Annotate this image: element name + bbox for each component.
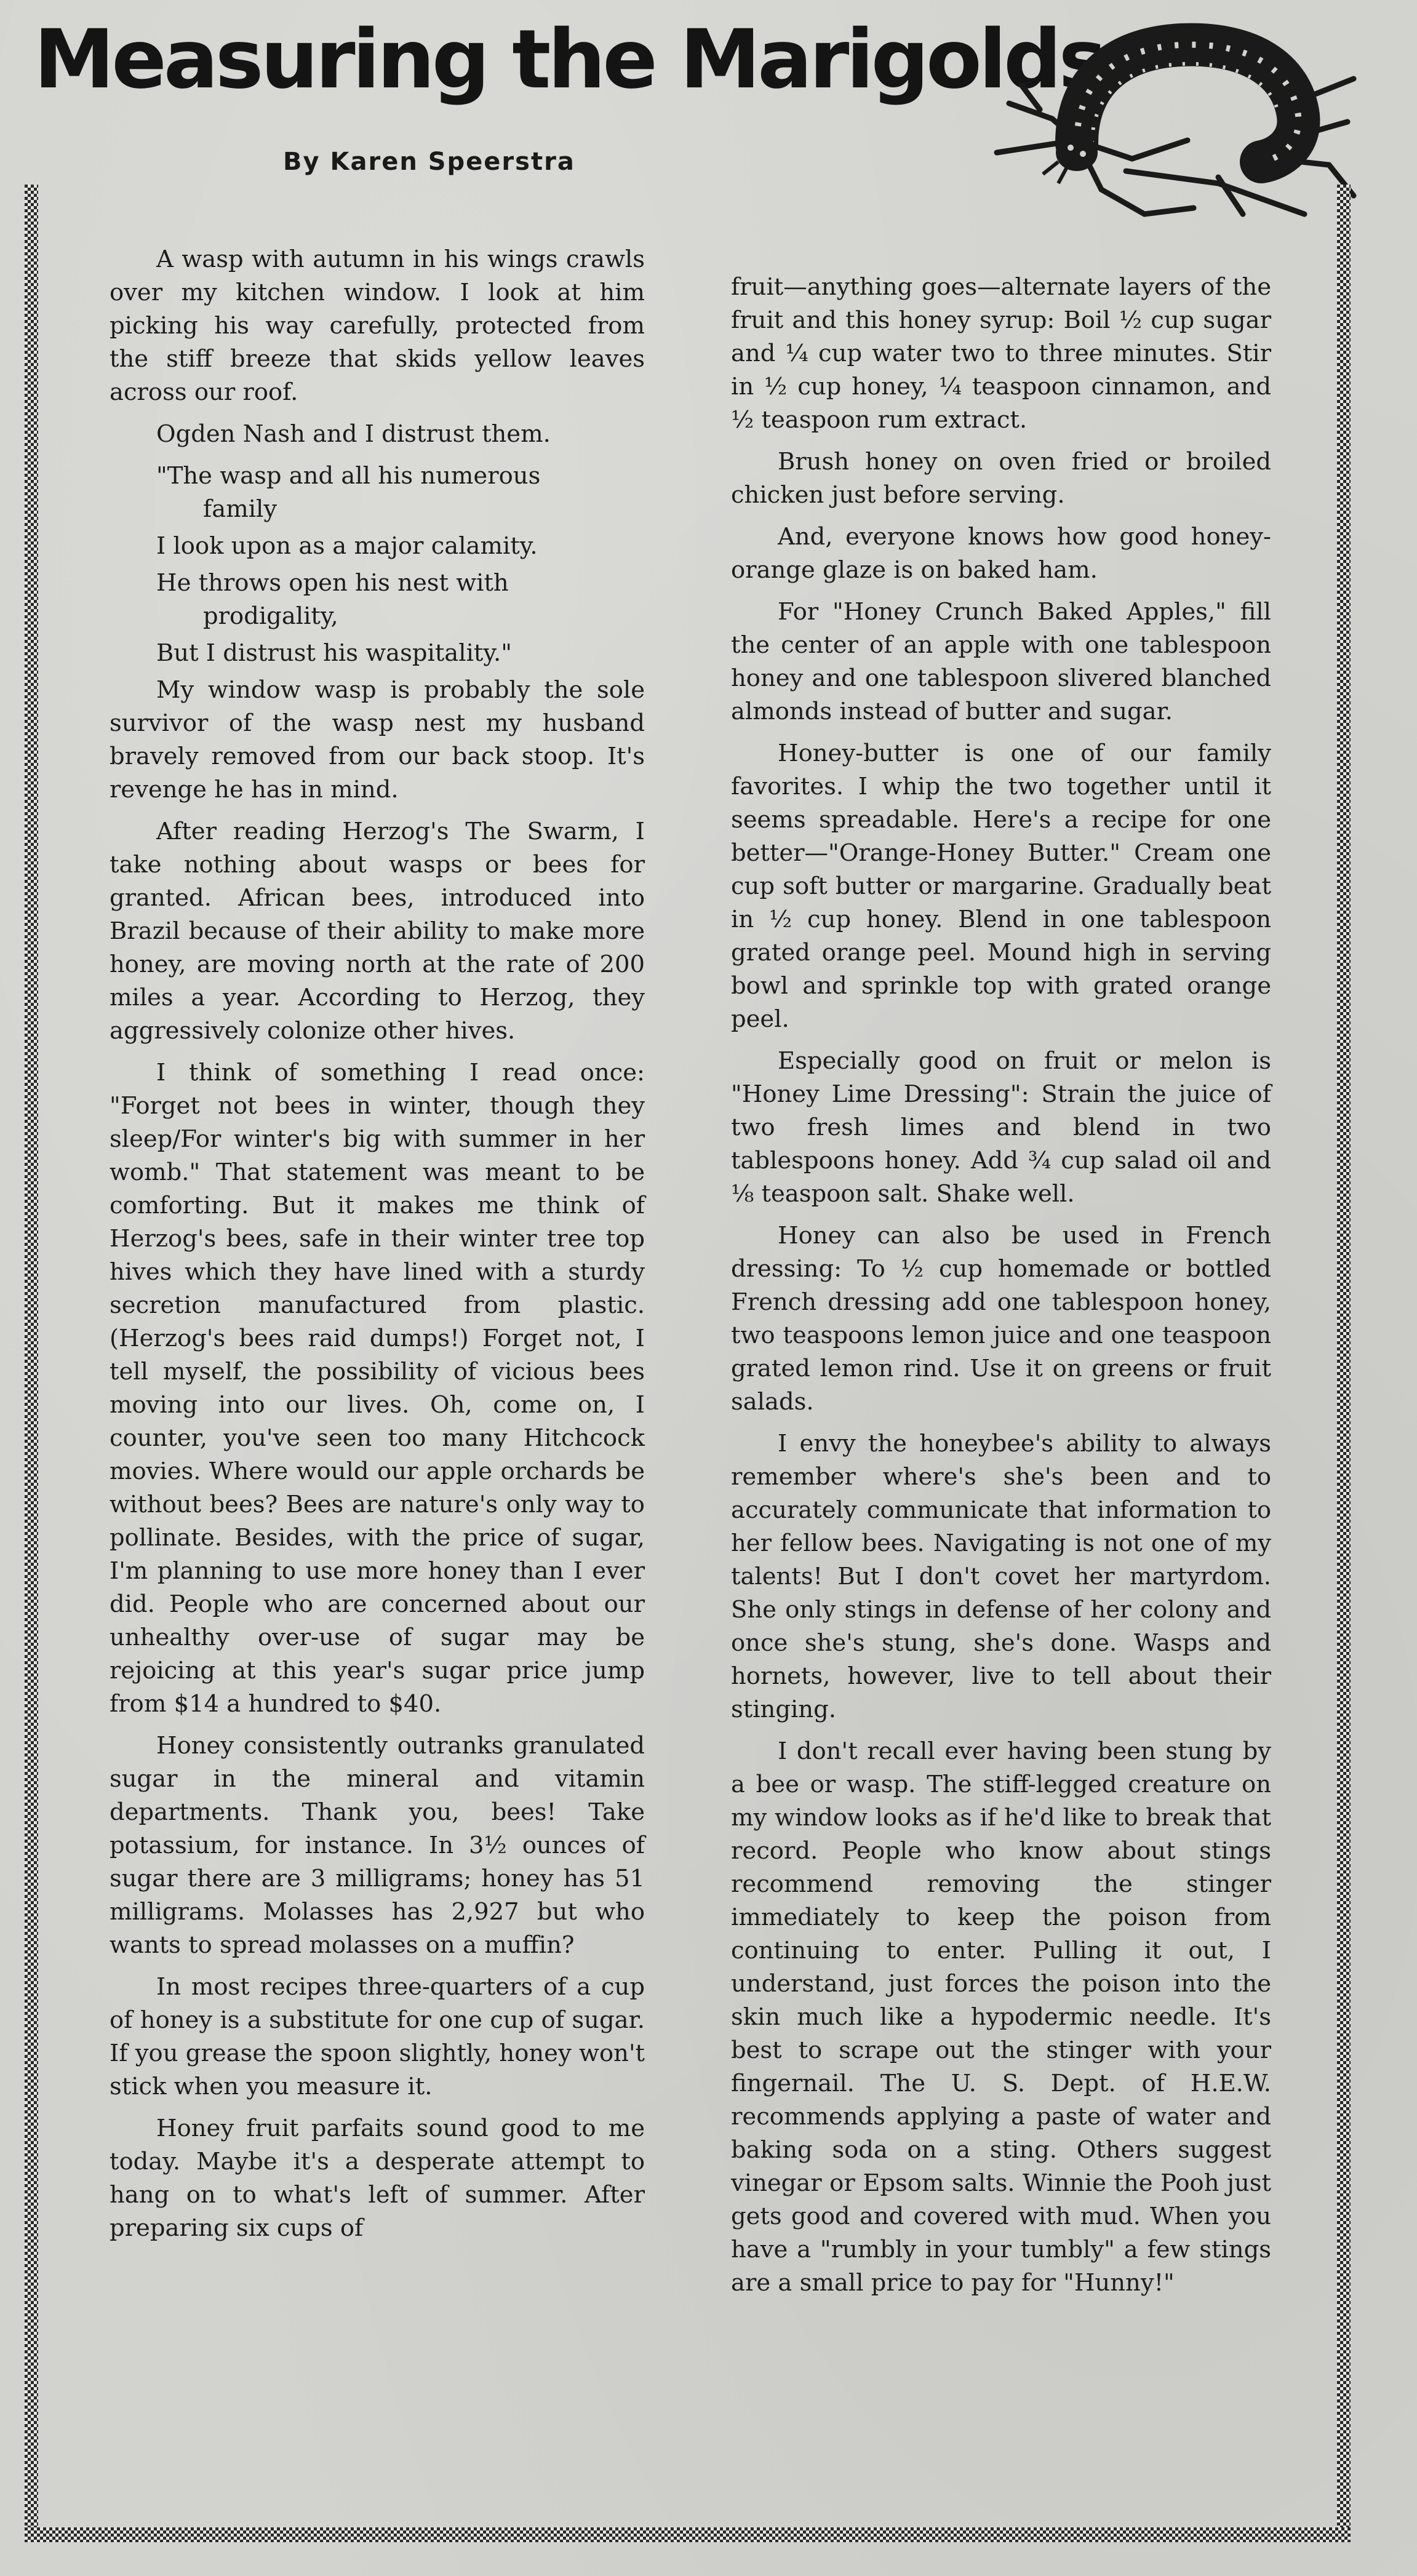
left-checkered-border [25, 185, 38, 2541]
paragraph: Honey-butter is one of our family favorites. I whip the two together until it seems spreadable. Here's a recipe for one better—"Orange-Honey Butter." Cream one cup soft butter or margarine. Gradually beat in ½ cup honey. Blend in one tablespoon grated orange peel. Mound high in serving bowl and sprinkle top with grated orange peel. [731, 740, 1271, 1033]
verse-text: "The wasp and all his numerous [156, 462, 541, 490]
paragraph: Brush honey on oven fried or broiled chicken just before serving. [731, 448, 1271, 509]
paragraph: fruit—anything goes—alternate layers of the fruit and this honey syrup: Boil ½ cup sugar and ¼ cup water two to three minutes. Stir in ½ cup honey, ¼ teaspoon cinnamon, and ½ teaspoon rum extract. [731, 273, 1271, 434]
caterpillar-illustration [984, 11, 1366, 233]
bottom-checkered-border [25, 2527, 1351, 2542]
verse-text: He throws open his nest with [156, 569, 509, 597]
verse-line [110, 567, 645, 633]
right-column [731, 271, 1271, 2308]
paragraph: In most recipes three-quarters of a cup of honey is a substitute for one cup of sugar. If you grease the spoon slightly, honey won't stick when you measure it. [110, 1973, 645, 2100]
headline: Measuring the Marigolds [34, 12, 1104, 107]
verse-line: I look upon as a major calamity. [156, 532, 538, 560]
right-checkered-border [1337, 185, 1351, 2541]
paragraph: Especially good on fruit or melon is "Honey Lime Dressing": Strain the juice of two fresh limes and blend in two tablespoons honey. Add ¾ cup salad oil and ⅛ teaspoon salt. Shake well. [731, 1047, 1271, 1208]
byline: By Karen Speerstra [283, 148, 575, 176]
verse-text: family [203, 495, 277, 523]
paragraph: I don't recall ever having been stung by a bee or wasp. The stiff-legged creature on my window looks as if he'd like to break that record. People who know about stings recommend removing the stinger immediately to keep the poison from continuing to enter. Pulling it out, I understand, just forces the poison into the skin much like a hypodermic needle. It's best to scrape out the stinger with your fingernail. The U. S. Dept. of H.E.W. recommends applying a paste of water and baking soda on a sting. Others suggest vinegar or Epsom salts. Winnie the Pooh just gets good and covered with mud. When you have a "rumbly in your tumbly" a few stings are a small price to pay for "Hunny!" [731, 1737, 1271, 2297]
paragraph: Ogden Nash and I distrust them. [156, 420, 551, 448]
caterpillar-body [1043, 45, 1298, 183]
paragraph: My window wasp is probably the sole survivor of the wasp nest my husband bravely removed from our back stoop. It's revenge he has in mind. [110, 676, 645, 804]
paragraph: I think of something I read once: "Forget not bees in winter, though they sleep/For winter's big with summer in her womb." That statement was meant to be comforting. But it makes me think of Herzog's bees, safe in their winter tree top hives which they have lined with a sturdy secretion manufactured from plastic. (Herzog's bees raid dumps!) Forget not, I tell myself, the possibility of vicious bees moving into our lives. Oh, come on, I counter, you've seen too many Hitchcock movies. Where would our apple orchards be without bees? Bees are nature's only way to pollinate. Besides, with the price of sugar, I'm planning to use more honey than I ever did. People who are concerned about our unhealthy over-use of sugar may be rejoicing at this year's sugar price jump from $14 a hundred to $40. [110, 1059, 645, 1718]
paragraph: And, everyone knows how good honey-orange glaze is on baked ham. [731, 523, 1271, 584]
verse-text: prodigality, [203, 602, 338, 630]
paragraph: Honey fruit parfaits sound good to me today. Maybe it's a desperate attempt to hang on to what's left of summer. After preparing six cups of [110, 2115, 645, 2242]
left-column [110, 243, 645, 2254]
paragraph: I envy the honeybee's ability to always remember where's she's been and to accurately communicate that information to her fellow bees. Navigating is not one of my talents! But I don't covet her martyrdom. She only stings in defense of her colony and once she's stung, she's done. Wasps and hornets, however, live to tell about their stinging. [731, 1430, 1271, 1723]
paragraph: For "Honey Crunch Baked Apples," fill the center of an apple with one tablespoon honey and one tablespoon slivered blanched almonds instead of butter and sugar. [731, 598, 1271, 725]
verse-line: But I distrust his waspitality." [156, 639, 512, 667]
paragraph: Honey consistently outranks granulated sugar in the mineral and vitamin departments. Thank you, bees! Take potassium, for instance. In 3½ ounces of sugar there are 3 milligrams; honey has 51 milligrams. Molasses has 2,927 but who wants to spread molasses on a muffin? [110, 1732, 645, 1959]
paragraph: Honey can also be used in French dressing: To ½ cup homemade or bottled French dressing add one tablespoon honey, two teaspoons lemon juice and one teaspoon grated lemon rind. Use it on greens or fruit salads. [731, 1222, 1271, 1416]
paragraph: A wasp with autumn in his wings crawls over my kitchen window. I look at him picking his way carefully, protected from the stiff breeze that skids yellow leaves across our roof. [110, 245, 645, 406]
paragraph: After reading Herzog's The Swarm, I take nothing about wasps or bees for granted. African bees, introduced into Brazil because of their ability to make more honey, are moving north at the rate of 200 miles a year. According to Herzog, they aggressively colonize other hives. [110, 818, 645, 1045]
verse-line [110, 460, 645, 526]
